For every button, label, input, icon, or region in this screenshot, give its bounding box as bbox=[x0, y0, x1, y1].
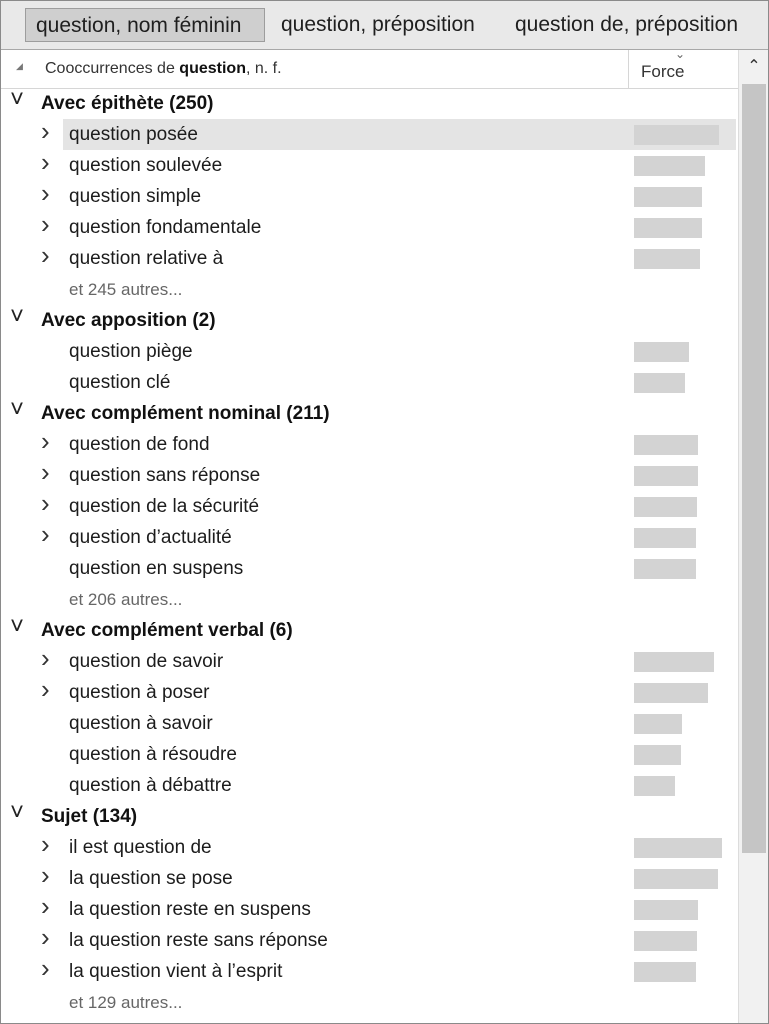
header-suffix: , n. f. bbox=[245, 60, 282, 77]
more-link-row[interactable] bbox=[1, 584, 738, 615]
item-label: question fondamentale bbox=[69, 217, 262, 238]
chevron-right-icon[interactable]: › bbox=[41, 519, 50, 549]
group-row[interactable] bbox=[1, 615, 738, 646]
item-label: question de fond bbox=[69, 434, 210, 455]
force-bar bbox=[634, 187, 702, 207]
chevron-down-icon[interactable]: ˅ bbox=[10, 396, 25, 423]
more-link-row[interactable] bbox=[1, 274, 738, 305]
chevron-right-icon[interactable]: › bbox=[41, 147, 50, 177]
force-bar bbox=[634, 931, 697, 951]
tab-strip bbox=[1, 1, 768, 50]
force-bar bbox=[634, 218, 702, 238]
header-prefix: Cooccurrences de bbox=[45, 60, 180, 77]
list-item[interactable] bbox=[1, 708, 738, 739]
group-row[interactable] bbox=[1, 398, 738, 429]
column-header bbox=[1, 47, 738, 89]
force-bar bbox=[634, 373, 685, 393]
item-label: question relative à bbox=[69, 248, 224, 269]
group-label: Sujet (134) bbox=[41, 806, 138, 827]
list-item[interactable] bbox=[1, 367, 738, 398]
group-row[interactable] bbox=[1, 801, 738, 832]
chevron-right-icon[interactable]: › bbox=[41, 240, 50, 270]
list-item[interactable] bbox=[1, 116, 738, 150]
list-item[interactable] bbox=[1, 553, 738, 584]
list-item[interactable] bbox=[1, 953, 738, 987]
item-label: question de la sécurité bbox=[69, 496, 260, 517]
more-link[interactable]: et 129 autres... bbox=[69, 993, 183, 1012]
chevron-right-icon[interactable]: › bbox=[41, 178, 50, 208]
scrollbar-thumb[interactable] bbox=[742, 84, 766, 853]
force-bar bbox=[634, 745, 681, 765]
item-label: il est question de bbox=[69, 837, 212, 858]
item-label: la question reste sans réponse bbox=[69, 930, 328, 951]
item-label: la question reste en suspens bbox=[69, 899, 311, 920]
tab-question-nom-feminin[interactable]: question, nom féminin bbox=[25, 8, 265, 42]
chevron-right-icon[interactable]: › bbox=[41, 643, 50, 673]
list-item[interactable] bbox=[1, 860, 738, 894]
force-bar bbox=[634, 652, 714, 672]
list-item[interactable] bbox=[1, 488, 738, 522]
chevron-right-icon[interactable]: › bbox=[41, 426, 50, 456]
force-bar bbox=[634, 869, 718, 889]
force-bar bbox=[634, 962, 696, 982]
list-item[interactable] bbox=[1, 426, 738, 460]
header-term: question bbox=[179, 60, 246, 77]
list-item[interactable] bbox=[1, 739, 738, 770]
list-item[interactable] bbox=[1, 643, 738, 677]
chevron-right-icon[interactable]: › bbox=[41, 116, 50, 146]
item-label: question de savoir bbox=[69, 651, 224, 672]
group-label: Avec apposition (2) bbox=[41, 310, 216, 331]
list-item[interactable] bbox=[1, 891, 738, 925]
force-bar bbox=[634, 683, 708, 703]
list-item[interactable] bbox=[1, 209, 738, 243]
group-label: Avec complément nominal (211) bbox=[41, 403, 330, 424]
chevron-up-icon[interactable]: ⌃ bbox=[747, 58, 761, 75]
group-row[interactable] bbox=[1, 88, 738, 119]
item-label: question piège bbox=[69, 341, 193, 362]
force-bar bbox=[634, 714, 682, 734]
chevron-right-icon[interactable]: › bbox=[41, 891, 50, 921]
item-label: question à savoir bbox=[69, 713, 213, 734]
item-label: question en suspens bbox=[69, 558, 244, 579]
more-link[interactable]: et 206 autres... bbox=[69, 590, 183, 609]
item-label: question à poser bbox=[69, 682, 210, 703]
force-column-header[interactable]: Force bbox=[641, 62, 685, 81]
force-bar bbox=[634, 249, 700, 269]
chevron-right-icon[interactable]: › bbox=[41, 829, 50, 859]
list-item[interactable] bbox=[1, 178, 738, 212]
item-label: la question se pose bbox=[69, 868, 233, 889]
tab-question-de-preposition[interactable]: question de, préposition bbox=[515, 13, 738, 36]
list-item[interactable] bbox=[1, 922, 738, 956]
column-divider[interactable] bbox=[628, 50, 629, 88]
chevron-right-icon[interactable]: › bbox=[41, 457, 50, 487]
chevron-right-icon[interactable]: › bbox=[41, 953, 50, 983]
more-link[interactable]: et 245 autres... bbox=[69, 280, 183, 299]
force-bar bbox=[634, 156, 705, 176]
group-label: Avec épithète (250) bbox=[41, 93, 214, 114]
item-label: question simple bbox=[69, 186, 202, 207]
force-bar bbox=[634, 466, 698, 486]
chevron-down-icon[interactable]: ˅ bbox=[10, 799, 25, 826]
chevron-right-icon[interactable]: › bbox=[41, 488, 50, 518]
sort-triangle-icon[interactable]: ◢ bbox=[16, 61, 23, 71]
list-item[interactable] bbox=[1, 336, 738, 367]
force-bar bbox=[634, 776, 675, 796]
force-bar bbox=[634, 559, 696, 579]
list-item[interactable] bbox=[1, 240, 738, 274]
chevron-right-icon[interactable]: › bbox=[41, 674, 50, 704]
chevron-down-icon[interactable]: ˅ bbox=[10, 86, 25, 113]
more-link-row[interactable] bbox=[1, 987, 738, 1018]
vertical-scrollbar[interactable] bbox=[738, 50, 769, 1023]
force-bar bbox=[634, 342, 689, 362]
item-label: question à débattre bbox=[69, 775, 232, 796]
chevron-right-icon[interactable]: › bbox=[41, 209, 50, 239]
force-bar bbox=[634, 900, 698, 920]
chevron-down-icon[interactable]: ˅ bbox=[10, 613, 25, 640]
item-label: la question vient à l’esprit bbox=[69, 961, 283, 982]
item-label: question posée bbox=[69, 124, 198, 145]
group-row[interactable] bbox=[1, 305, 738, 336]
list-item[interactable] bbox=[1, 674, 738, 708]
force-bar bbox=[634, 435, 698, 455]
list-item[interactable] bbox=[1, 457, 738, 491]
chevron-right-icon[interactable]: › bbox=[41, 860, 50, 890]
force-bar bbox=[634, 528, 696, 548]
item-label: question sans réponse bbox=[69, 465, 261, 486]
group-label: Avec complément verbal (6) bbox=[41, 620, 293, 641]
item-label: question soulevée bbox=[69, 155, 223, 176]
list-item[interactable] bbox=[1, 147, 738, 181]
force-bar bbox=[634, 125, 719, 145]
force-bar bbox=[634, 497, 697, 517]
force-bar bbox=[634, 838, 722, 858]
item-label: question à résoudre bbox=[69, 744, 237, 765]
list-item[interactable] bbox=[1, 770, 738, 801]
item-label: question clé bbox=[69, 372, 171, 393]
list-item[interactable] bbox=[1, 829, 738, 863]
chevron-right-icon[interactable]: › bbox=[41, 922, 50, 952]
chevron-down-icon: ⌄ bbox=[675, 47, 686, 61]
tab-question-preposition[interactable]: question, préposition bbox=[281, 13, 475, 36]
list-item[interactable] bbox=[1, 519, 738, 553]
chevron-down-icon[interactable]: ˅ bbox=[10, 303, 25, 330]
item-label: question d’actualité bbox=[69, 527, 232, 548]
column-header-title[interactable] bbox=[45, 60, 282, 78]
